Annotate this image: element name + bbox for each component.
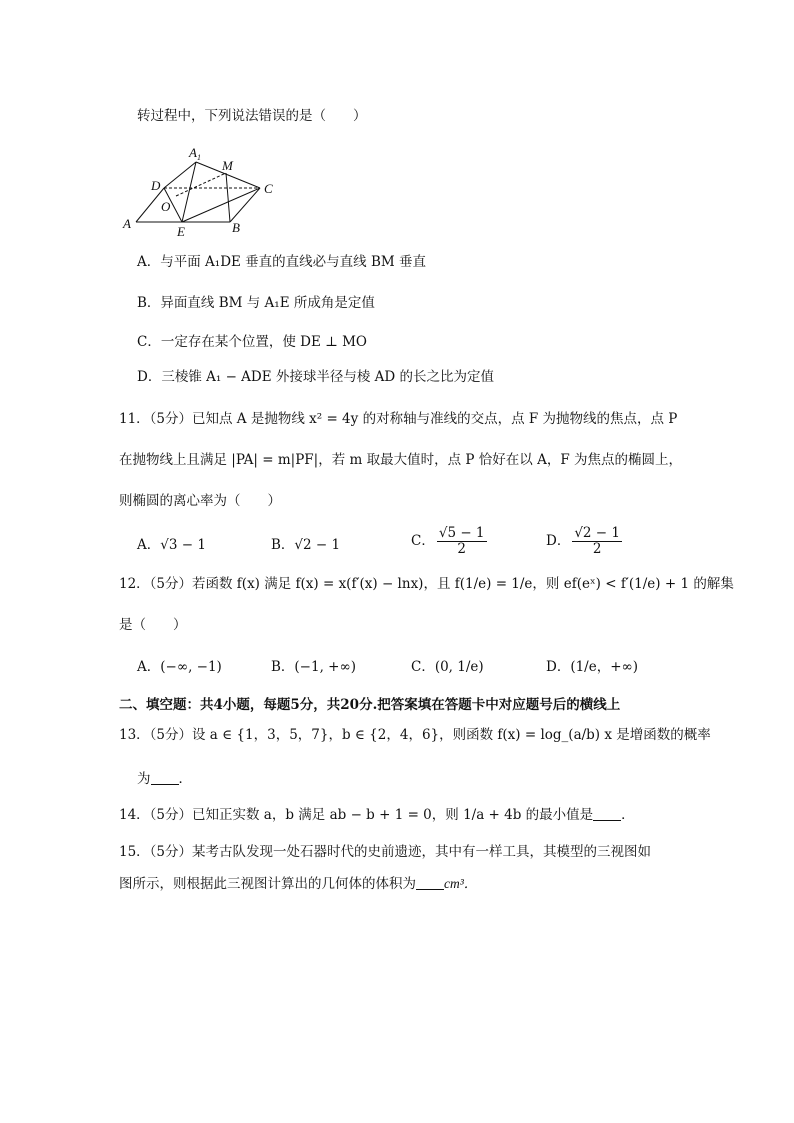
q12-option-b: B．(−1, +∞) — [271, 659, 356, 675]
label-O: O — [161, 199, 171, 214]
q11-option-a: A．√3 − 1 — [137, 537, 206, 553]
q10-option-d: D．三棱锥 A₁ − ADE 外接球半径与棱 AD 的长之比为定值 — [137, 369, 495, 385]
edge-E-C — [182, 188, 260, 222]
q11-option-b: B．√2 − 1 — [271, 537, 341, 553]
label-D: D — [151, 178, 161, 193]
label-E: E — [177, 224, 185, 239]
label-C: C — [264, 181, 273, 196]
edge-B-C — [230, 188, 260, 222]
label-A1: $A_1$ — [189, 145, 201, 162]
question-intro: 转过程中，下列说法错误的是（ ） — [137, 108, 367, 124]
q12-line2: 是（ ） — [119, 617, 187, 633]
q11-option-c: C． $\frac{√5 - 1}{2}$ — [411, 525, 485, 557]
edge-A-D — [136, 188, 164, 222]
q14-line: 14．（5分）已知正实数 a，b 满足 ab − b + 1 = 0，则 1/a + 4b 的最小值是 ． — [119, 807, 635, 823]
geometry-figure — [118, 140, 288, 240]
section-heading: 二、填空题：共4小题，每题5分，共20分.把答案填在答题卡中对应题号后的横线上 — [119, 697, 621, 713]
answer-blank[interactable] — [151, 770, 179, 785]
q11-line3: 则椭圆的离心率为（ ） — [119, 493, 281, 509]
q12-line1: 12．（5分）若函数 f(x) 满足 f(x) = x(f′(x) − lnx)，且 f(1/e) = 1/e，则 ef(eˣ) < f′(1/e) + 1 的解集 — [119, 576, 734, 592]
q10-option-c: C．一定存在某个位置，使 DE ⊥ MO — [137, 334, 367, 350]
q11-option-d: D． $\frac{√2 - 1}{2}$ — [546, 525, 621, 557]
answer-blank[interactable] — [416, 875, 444, 890]
q11-line1: 11．（5分）已知点 A 是抛物线 x² = 4y 的对称轴与准线的交点，点 F 为抛物线的焦点，点 P — [119, 411, 678, 427]
q12-option-d: D．(1/e，+∞) — [546, 659, 639, 675]
q10-option-b: B．异面直线 BM 与 A₁E 所成角是定值 — [137, 295, 375, 311]
label-B: B — [232, 220, 240, 235]
edge-A1-E — [182, 162, 196, 222]
q13-line2: 为 ． — [137, 771, 192, 787]
q15-line1: 15．（5分）某考古队发现一处石器时代的史前遗迹，其中有一样工具，其模型的三视图如 — [119, 844, 652, 860]
q11-line2: 在抛物线上且满足 |PA| = m|PF|，若 m 取最大值时，点 P 恰好在以 A，F 为焦点的椭圆上， — [119, 452, 682, 468]
q12-option-a: A．(−∞, −1) — [137, 659, 222, 675]
q13-line1: 13．（5分）设 a ∈ {1，3，5，7}，b ∈ {2，4，6}，则函数 f(x) = log_(a/b) x 是增函数的概率 — [119, 727, 711, 743]
q10-option-a: A．与平面 A₁DE 垂直的直线必与直线 BM 垂直 — [137, 254, 426, 270]
q12-option-c: C．(0, 1/e) — [411, 659, 484, 675]
answer-blank[interactable] — [593, 806, 621, 821]
edge-O-M-dashed — [176, 173, 226, 196]
q15-line2: 图所示，则根据此三视图计算出的几何体的体积为 cm³． — [119, 876, 478, 892]
label-A: A — [123, 216, 131, 231]
edge-M-B — [226, 173, 230, 222]
label-M: M — [222, 158, 233, 173]
